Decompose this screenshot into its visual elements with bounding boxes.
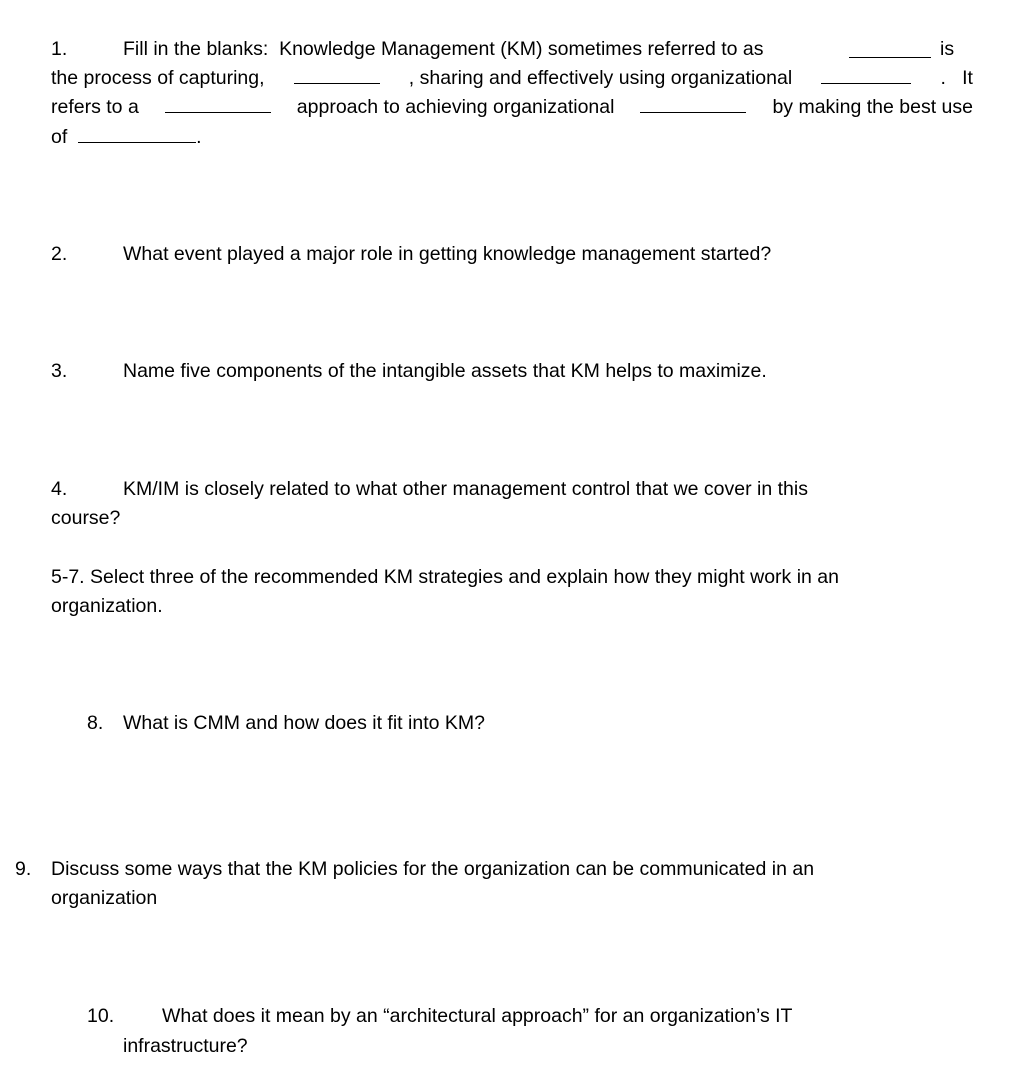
q9-text-line1: Discuss some ways that the KM policies for the organization can be communicated in an [51, 858, 815, 880]
q5-7-text-line2: organization. [51, 595, 163, 617]
q8-text: What is CMM and how does it fit into KM? [123, 712, 485, 734]
q1-blank-5 [640, 95, 746, 113]
q9-number: 9. [15, 858, 32, 880]
q1-text-f: refers to a [51, 96, 139, 118]
q1-text-g: approach to achieving organizational [296, 96, 615, 118]
q5-7-text-line1: 5-7. Select three of the recommended KM strategies and explain how they might work in an [51, 566, 839, 588]
q1-blank-1 [849, 40, 931, 58]
q1-blank-3 [821, 66, 911, 84]
q4-text-line1: KM/IM is closely related to what other management control that we cover in this [123, 478, 808, 500]
q4-number: 4. [51, 478, 68, 500]
q1-text-h: by making the best use [772, 96, 973, 118]
q10-text-line1: What does it mean by an “architectural approach” for an organization’s IT [162, 1005, 793, 1027]
q1-blank-2 [294, 66, 380, 84]
q2-text: What event played a major role in getting knowledge management started? [123, 243, 772, 265]
q1-text-j: . [196, 126, 202, 148]
q10-number: 10. [87, 1005, 115, 1027]
q3-number: 3. [51, 360, 68, 382]
q9-text-line2: organization [51, 887, 158, 909]
q2-number: 2. [51, 243, 68, 265]
q1-line-4 [51, 125, 202, 149]
q1-line-3 [51, 95, 973, 119]
q1-number: 1. [51, 38, 68, 60]
q10-text-line2: infrastructure? [123, 1035, 248, 1057]
q1-text-b: is [940, 38, 955, 60]
q3-text: Name five components of the intangible assets that KM helps to maximize. [123, 360, 767, 382]
q1-text-c: the process of capturing, [51, 67, 265, 89]
q1-blank-6 [78, 125, 196, 143]
q1-line-2 [51, 66, 973, 90]
q1-text-d: , sharing and effectively using organizational [408, 67, 793, 89]
q1-text-a: Fill in the blanks: Knowledge Management (KM) sometimes referred to as [123, 38, 764, 60]
q8-number: 8. [87, 712, 104, 734]
q1-blank-4 [165, 95, 271, 113]
q1-text-e: . It [940, 67, 973, 89]
q1-text-i: of [51, 126, 68, 148]
q4-text-line2: course? [51, 507, 121, 529]
